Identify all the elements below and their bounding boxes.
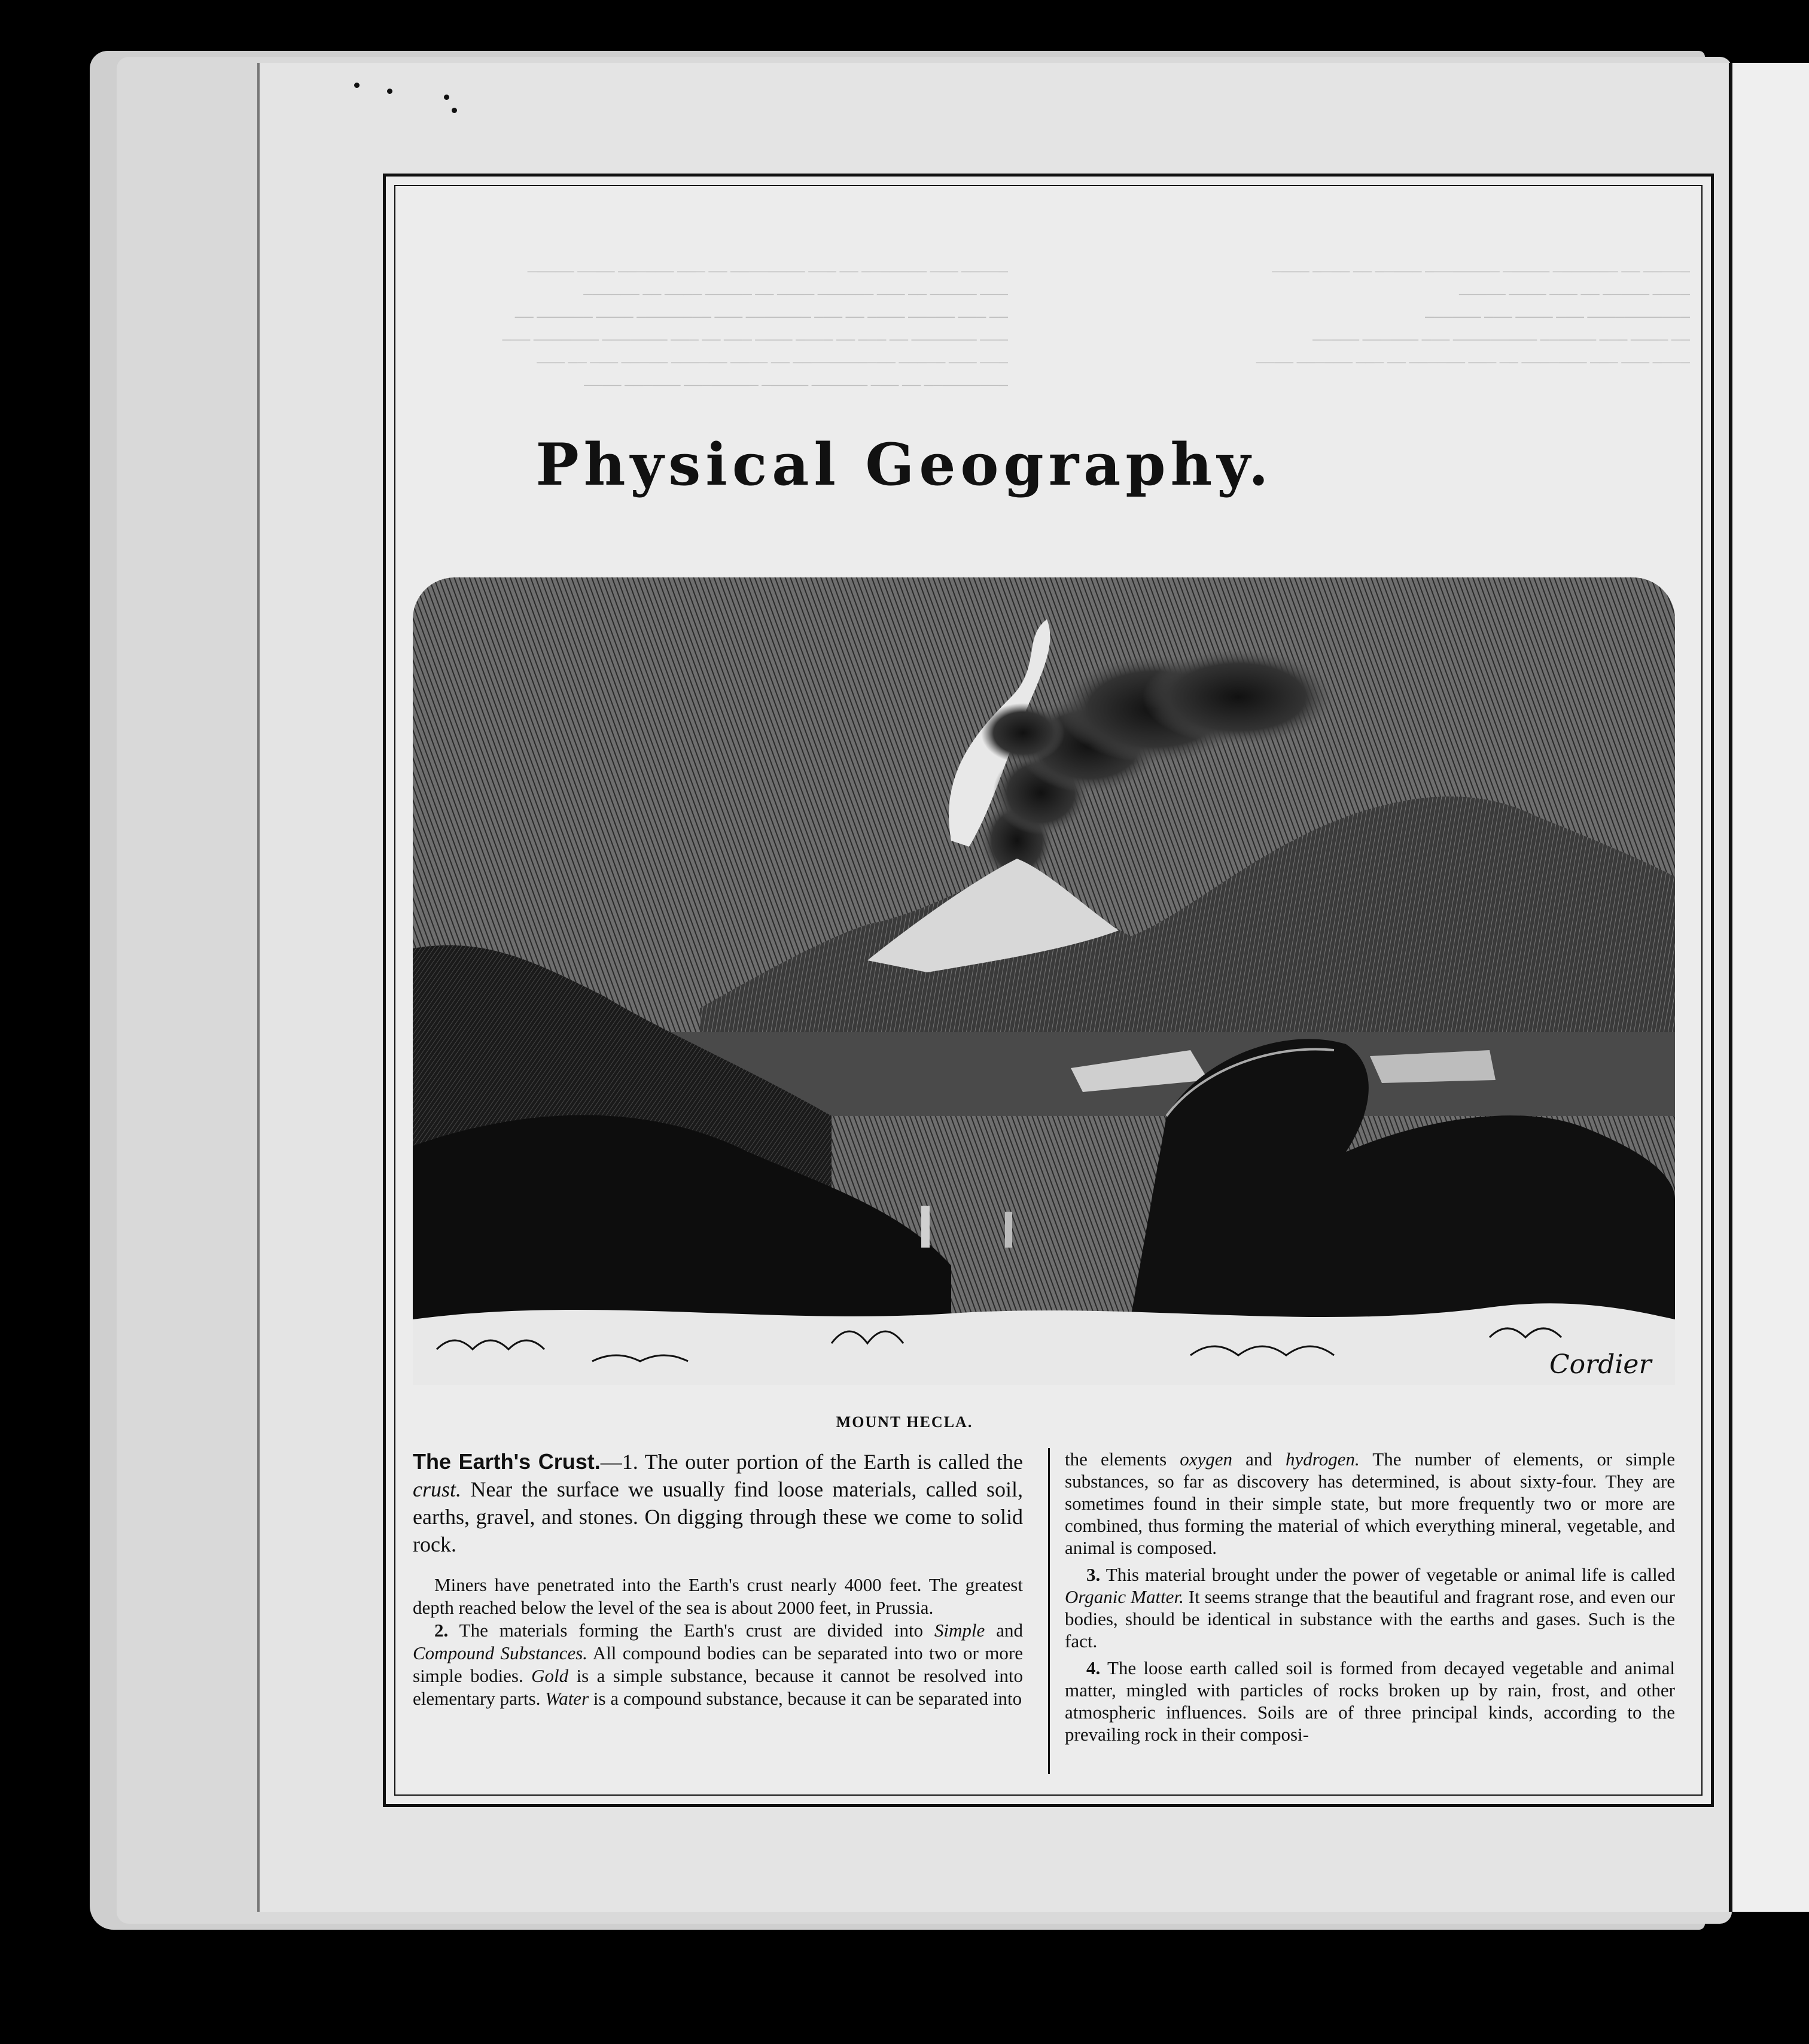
- paragraph-text: This material brought under the power of vegetable or animal life is called: [1100, 1564, 1675, 1585]
- paragraph-1: [413, 1448, 1023, 1558]
- paragraph-text: and: [1232, 1449, 1286, 1470]
- mount-hecla-engraving: [413, 577, 1675, 1385]
- paragraph-2-text: is a compound substance, because it can be separated into: [589, 1688, 1022, 1709]
- right-column: [1065, 1448, 1675, 1745]
- bleed-through-text: ───── ─── ─────── ── ─── ──────── ── ─── ────── ──── ───── ─── ───── ── ─── ────── ──── ── ───── ──── ── ────── ── ─── ───── ──── ── ─── ─────── ─── ──────── ──── ────── ── ─── ─────── ── ─── ── ──── ──── ─── ── ─── ─────── ─────── ─── ─── ─── ───── ─────────── ── ──── ────── ───── ─── ── ─── ───────── ── ─── ────── ───── ──────── ────── ────: [502, 264, 1008, 393]
- traveller-figure: [921, 1206, 930, 1248]
- paragraph-number: 4.: [1086, 1657, 1101, 1678]
- paragraph-text: The number of elements, or simple substances, so far as discovery has determined, is about sixty-four. They are sometimes found in their simple state, but more frequently two or more are combined, thus forming the material of which everything mineral, vegetable, and animal is composed.: [1065, 1449, 1675, 1558]
- paragraph-text: It seems strange that the beautiful and fragrant rose, and even our bodies, should be identical in substance with the earths and gases. Such is the fact.: [1065, 1586, 1676, 1651]
- note-miners: Miners have penetrated into the Earth's crust nearly 4000 feet. The greatest depth reached below the level of the sea is about 2000 feet, in Prussia.: [413, 1574, 1023, 1618]
- left-column: [413, 1448, 1023, 1710]
- engraver-signature: Cordier: [1549, 1349, 1652, 1380]
- term-gold: Gold: [531, 1665, 569, 1686]
- illustration-caption: MOUNT HECLA.: [836, 1413, 973, 1431]
- paragraph-1-text: —1. The outer portion of the Earth is called the: [600, 1450, 1024, 1474]
- column-divider: [1048, 1448, 1050, 1774]
- paragraph-3: [1065, 1564, 1675, 1652]
- page-speck: [444, 95, 449, 100]
- page-speck: [452, 108, 457, 113]
- paragraph-4: [1065, 1657, 1675, 1745]
- term-compound: Compound Substances.: [413, 1642, 588, 1663]
- page-speck: [354, 83, 360, 88]
- paragraph-2-text: All compound bodies can be separated into two or more simple bodies.: [413, 1642, 1023, 1686]
- bleed-through-text: ───── ── ─────── ───── ──────── ───── ── ──── ──── ──── ───── ── ─── ──── ───── ─────────── ─── ──── ─── ────── ── ──── ─── ────── ───────── ─── ────── ───── ──── ─── ─── ─────── ── ─── ────── ── ─── ────── ────: [1256, 264, 1690, 370]
- paragraph-2-text: and: [985, 1620, 1023, 1641]
- term-crust: crust.: [413, 1477, 461, 1501]
- term-simple: Simple: [934, 1620, 985, 1641]
- traveller-figure: [1005, 1212, 1012, 1248]
- paragraph-number: 2.: [434, 1620, 449, 1641]
- paragraph-text: The loose earth called soil is formed from decayed vegetable and animal matter, mingled with particles of rocks broken up by rain, frost, and other atmospheric influences. Soils are of three principal kinds, according to the prevailing rock in their composi-: [1065, 1657, 1675, 1745]
- paragraph-2-continued: [1065, 1448, 1675, 1559]
- paragraph-2: [413, 1619, 1023, 1710]
- term-oxygen: oxygen: [1180, 1449, 1233, 1470]
- paragraph-text: the elements: [1065, 1449, 1180, 1470]
- term-water: Water: [545, 1688, 589, 1709]
- facing-page-edge: [1729, 63, 1809, 1912]
- term-hydrogen: hydrogen.: [1286, 1449, 1360, 1470]
- section-heading: The Earth's Crust.: [413, 1449, 601, 1474]
- paragraph-2-text: The materials forming the Earth's crust are divided into: [448, 1620, 934, 1641]
- paragraph-1-text-end: Near the surface we usually find loose materials, called soil, earths, gravel, and stones. On digging through these we come to solid rock.: [413, 1477, 1023, 1556]
- paragraph-number: 3.: [1086, 1564, 1101, 1585]
- term-organic-matter: Organic Matter.: [1065, 1586, 1184, 1607]
- page-speck: [387, 89, 392, 94]
- page-title: Physical Geography.: [535, 431, 1274, 498]
- paragraph-2-text: is a simple substance, because it cannot be resolved into elementary parts.: [413, 1665, 1023, 1709]
- foreground-ground: [413, 1303, 1675, 1385]
